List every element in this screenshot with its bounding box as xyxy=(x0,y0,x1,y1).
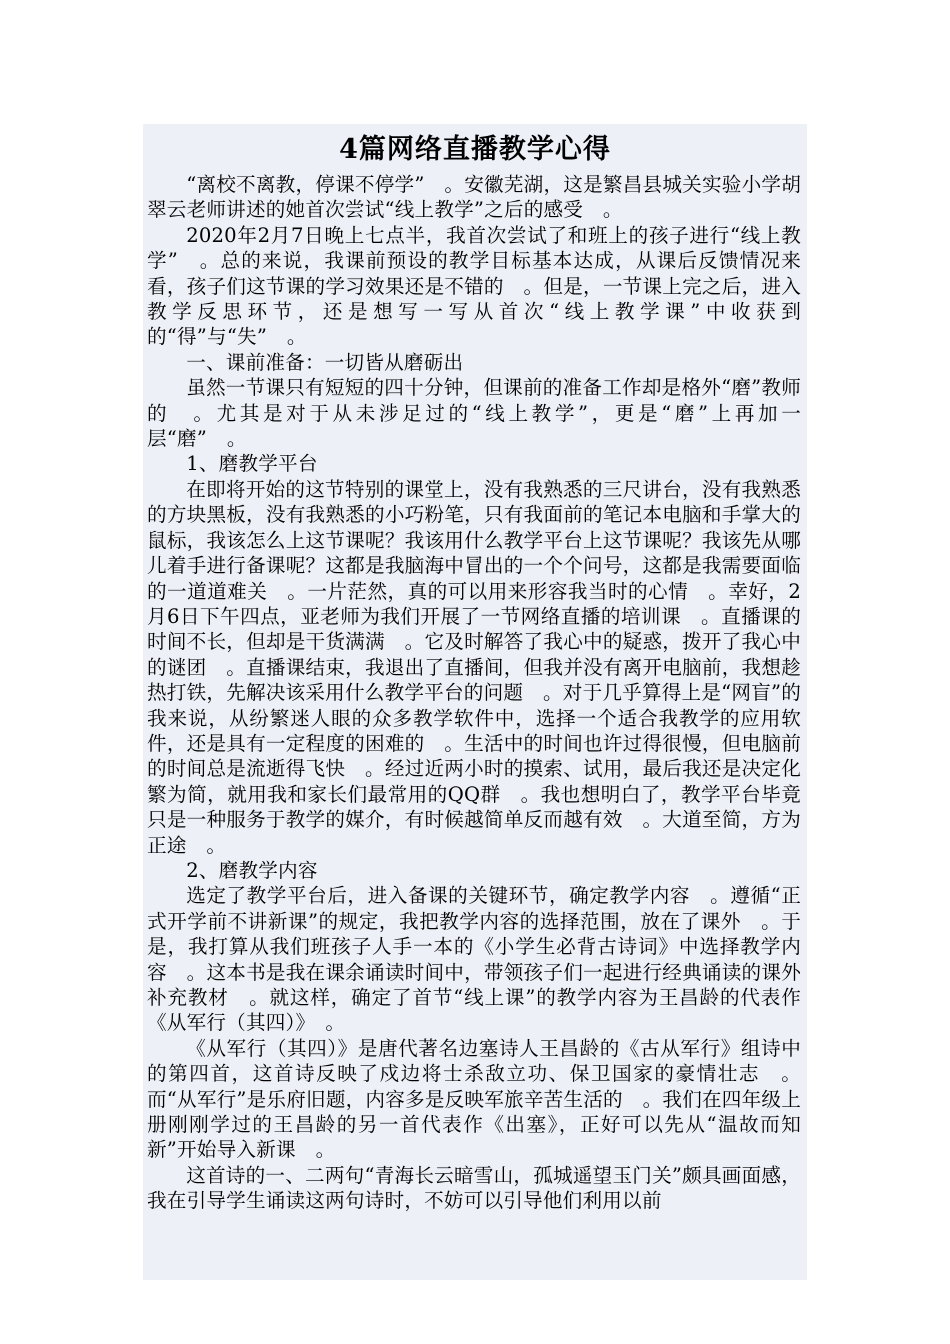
subheading-content: 2、磨教学内容 xyxy=(186,858,318,882)
document-title: 4篇网络直播教学心得 xyxy=(339,134,611,165)
paragraph-poem-background: 《从军行（其四）》是唐代著名边塞诗人王昌龄的《古从军行》组诗中的第四首，这首诗反映了戍边将士杀敌立功、保卫国家的豪情壮志 。而“从军行”是乐府旧题，内容多是反映军旅辛苦生活的 。我们在四年级上册刚刚学过的王昌龄的另一首代表作《出塞》，正好可以先从“温故而知新”开始导入新课 。 xyxy=(147,1036,801,1162)
paragraph-intro: “离校不离教，停课不停学” 。安徽芜湖，这是繁昌县城关实验小学胡翠云老师讲述的她首次尝试“线上教学”之后的感受 。 xyxy=(147,173,801,222)
document-body xyxy=(143,172,807,1214)
document-page xyxy=(143,124,807,1280)
paragraph-first-lesson: 2020年2月7日晚上七点半，我首次尝试了和班上的孩子进行“线上教学” 。总的来说，我课前预设的教学目标基本达成，从课后反馈情况来看，孩子们这节课的学习效果还是不错的 。但是，一节课上完之后，进入教学反思环节，还是想写一写从首次“线上教学课”中收获到的“得”与“失” 。 xyxy=(147,223,801,349)
paragraph-preparation: 虽然一节课只有短短的四十分钟，但课前的准备工作却是格外“磨”教师的 。尤其是对于从未涉足过的“线上教学”，更是“磨”上再加一层“磨” 。 xyxy=(147,376,801,451)
section-heading-preparation: 一、课前准备：一切皆从磨砺出 xyxy=(186,350,464,374)
paragraph-poem-lines: 这首诗的一、二两句“青海长云暗雪山，孤城遥望玉门关”颇具画面感，我在引导学生诵读这两句诗时，不妨可以引导他们利用以前 xyxy=(147,1163,801,1213)
paragraph-content: 选定了教学平台后，进入备课的关键环节，确定教学内容 。遵循“正式开学前不讲新课”的规定，我把教学内容的选择范围，放在了课外 。于是，我打算从我们班孩子人手一本的《小学生必背古诗词》中选择教学内容 。这本书是我在课余诵读时间中，带领孩子们一起进行经典诵读的课外补充教材 。就这样，确定了首节“线上课”的教学内容为王昌龄的代表作《从军行（其四）》 。 xyxy=(147,884,801,1035)
subheading-platform: 1、磨教学平台 xyxy=(186,452,318,476)
paragraph-platform: 在即将开始的这节特别的课堂上，没有我熟悉的三尺讲台，没有我熟悉的方块黑板，没有我熟悉的小巧粉笔，只有我面前的笔记本电脑和手掌大的鼠标，我该怎么上这节课呢？我该用什么教学平台上这节课呢？我该先从哪儿着手进行备课呢？这都是我脑海中冒出的一个个问号，这都是我需要面临的一道道难关 。一片茫然，真的可以用来形容我当时的心情 。幸好，2月6日下午四点，亚老师为我们开展了一节网络直播的培训课 。直播课的时间不长，但却是干货满满 。它及时解答了我心中的疑惑，拨开了我心中的谜团 。直播课结束，我退出了直播间，但我并没有离开电脑前，我想趁热打铁，先解决该采用什么教学平台的问题 。对于几乎算得上是“网盲”的我来说，从纷繁迷人眼的众多教学软件中，选择一个适合我教学的应用软件，还是具有一定程度的困难的 。生活中的时间也许过得很慢，但电脑前的时间总是流逝得飞快 。经过近两小时的摸索、试用，最后我还是决定化繁为简，就用我和家长们最常用的QQ群 。我也想明白了，教学平台毕竟只是一种服务于教学的媒介，有时候越简单反而越有效 。大道至简，方为正途 。 xyxy=(147,477,801,857)
